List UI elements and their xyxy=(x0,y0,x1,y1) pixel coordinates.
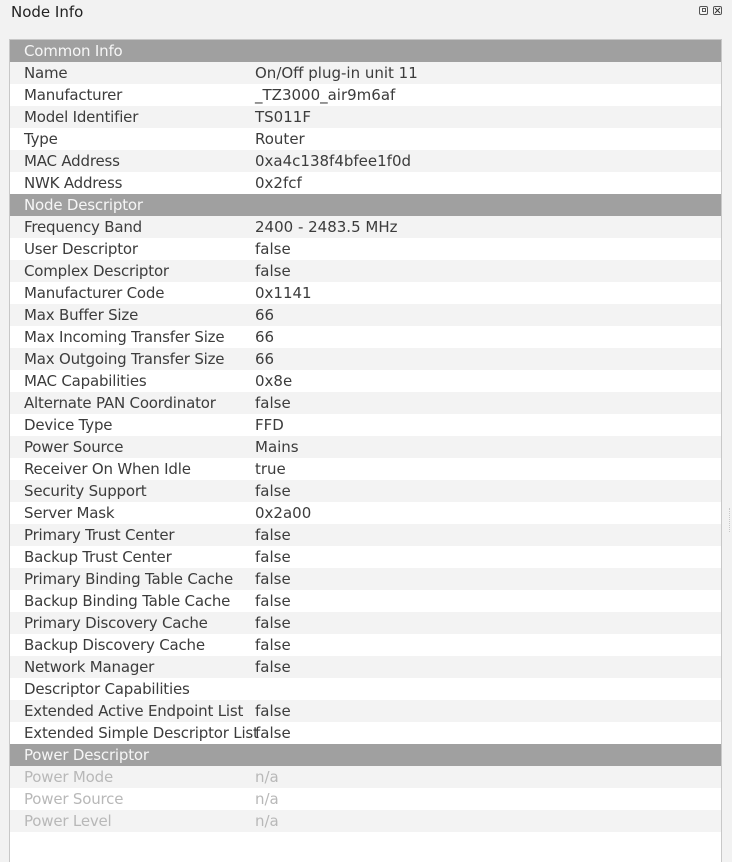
row-key: Alternate PAN Coordinator xyxy=(24,394,216,412)
table-row[interactable] xyxy=(10,722,721,744)
row-value: false xyxy=(255,592,291,610)
row-key: Backup Discovery Cache xyxy=(24,636,205,654)
row-key: Primary Discovery Cache xyxy=(24,614,208,632)
row-key: Max Incoming Transfer Size xyxy=(24,328,225,346)
table-row[interactable] xyxy=(10,106,721,128)
row-value: FFD xyxy=(255,416,284,434)
row-value: n/a xyxy=(255,768,279,786)
table-row[interactable] xyxy=(10,656,721,678)
window-title: Node Info xyxy=(11,3,84,21)
row-value: true xyxy=(255,460,286,478)
table-row[interactable] xyxy=(10,216,721,238)
close-icon[interactable] xyxy=(713,6,722,15)
table-row[interactable] xyxy=(10,678,721,700)
table-row[interactable] xyxy=(10,634,721,656)
section-title: Common Info xyxy=(24,42,123,60)
row-value: false xyxy=(255,482,291,500)
table-row[interactable] xyxy=(10,84,721,106)
row-key: Model Identifier xyxy=(24,108,139,126)
row-key: Descriptor Capabilities xyxy=(24,680,190,698)
row-key: Primary Trust Center xyxy=(24,526,175,544)
row-key: Manufacturer Code xyxy=(24,284,165,302)
row-key: Max Buffer Size xyxy=(24,306,139,324)
table-row[interactable] xyxy=(10,260,721,282)
table-row[interactable] xyxy=(10,150,721,172)
row-key: Power Level xyxy=(24,812,112,830)
row-value: false xyxy=(255,548,291,566)
row-key: Backup Binding Table Cache xyxy=(24,592,231,610)
row-key: Type xyxy=(24,130,58,148)
table-row[interactable] xyxy=(10,238,721,260)
section-header[interactable] xyxy=(10,40,721,62)
row-key: Primary Binding Table Cache xyxy=(24,570,233,588)
row-value: 2400 - 2483.5 MHz xyxy=(255,218,398,236)
table-row[interactable] xyxy=(10,700,721,722)
row-value: false xyxy=(255,636,291,654)
table-row[interactable] xyxy=(10,436,721,458)
row-value: 0xa4c138f4bfee1f0d xyxy=(255,152,412,170)
row-key: Max Outgoing Transfer Size xyxy=(24,350,225,368)
row-key: Extended Active Endpoint List xyxy=(24,702,244,720)
table-row[interactable] xyxy=(10,414,721,436)
table-row[interactable] xyxy=(10,480,721,502)
row-key: Power Source xyxy=(24,790,124,808)
row-value: _TZ3000_air9m6af xyxy=(255,86,396,104)
table-row[interactable] xyxy=(10,766,721,788)
row-value: false xyxy=(255,724,291,742)
row-key: Network Manager xyxy=(24,658,155,676)
node-info-table xyxy=(9,39,722,862)
table-row[interactable] xyxy=(10,370,721,392)
row-key: Name xyxy=(24,64,68,82)
table-row[interactable] xyxy=(10,282,721,304)
row-key: Receiver On When Idle xyxy=(24,460,191,478)
row-value: false xyxy=(255,614,291,632)
row-value: false xyxy=(255,570,291,588)
row-value: false xyxy=(255,526,291,544)
row-key: Device Type xyxy=(24,416,113,434)
table-row[interactable] xyxy=(10,810,721,832)
row-value: 0x2a00 xyxy=(255,504,312,522)
row-value: false xyxy=(255,702,291,720)
table-row[interactable] xyxy=(10,546,721,568)
row-key: Frequency Band xyxy=(24,218,142,236)
row-value: 0x2fcf xyxy=(255,174,302,192)
table-row[interactable] xyxy=(10,524,721,546)
row-key: Complex Descriptor xyxy=(24,262,169,280)
table-row[interactable] xyxy=(10,590,721,612)
row-value: TS011F xyxy=(255,108,311,126)
row-value: 66 xyxy=(255,350,275,368)
row-value: false xyxy=(255,658,291,676)
table-row[interactable] xyxy=(10,568,721,590)
table-row[interactable] xyxy=(10,788,721,810)
row-value: false xyxy=(255,240,291,258)
table-row[interactable] xyxy=(10,458,721,480)
title-bar xyxy=(0,0,732,26)
table-row[interactable] xyxy=(10,348,721,370)
row-value: n/a xyxy=(255,790,279,808)
section-header[interactable] xyxy=(10,194,721,216)
row-key: NWK Address xyxy=(24,174,123,192)
row-key: Power Mode xyxy=(24,768,113,786)
table-row[interactable] xyxy=(10,502,721,524)
section-header[interactable] xyxy=(10,744,721,766)
row-key: Server Mask xyxy=(24,504,115,522)
row-key: Extended Simple Descriptor List xyxy=(24,724,259,742)
row-value: Mains xyxy=(255,438,299,456)
row-key: Backup Trust Center xyxy=(24,548,172,566)
row-value: 0x1141 xyxy=(255,284,312,302)
row-key: MAC Address xyxy=(24,152,120,170)
row-key: Power Source xyxy=(24,438,124,456)
row-value: 0x8e xyxy=(255,372,293,390)
row-value: On/Off plug-in unit 11 xyxy=(255,64,418,82)
row-value: false xyxy=(255,262,291,280)
table-row[interactable] xyxy=(10,392,721,414)
table-row[interactable] xyxy=(10,304,721,326)
float-window-icon[interactable] xyxy=(699,6,708,15)
row-key: Security Support xyxy=(24,482,147,500)
row-key: Manufacturer xyxy=(24,86,123,104)
row-value: false xyxy=(255,394,291,412)
table-row[interactable] xyxy=(10,612,721,634)
row-value: n/a xyxy=(255,812,279,830)
row-value: Router xyxy=(255,130,305,148)
table-row[interactable] xyxy=(10,62,721,84)
row-value: 66 xyxy=(255,306,275,324)
table-row[interactable] xyxy=(10,128,721,150)
section-title: Power Descriptor xyxy=(24,746,149,764)
table-row[interactable] xyxy=(10,172,721,194)
table-row[interactable] xyxy=(10,326,721,348)
row-key: MAC Capabilities xyxy=(24,372,147,390)
section-title: Node Descriptor xyxy=(24,196,143,214)
row-value: 66 xyxy=(255,328,275,346)
row-key: User Descriptor xyxy=(24,240,138,258)
